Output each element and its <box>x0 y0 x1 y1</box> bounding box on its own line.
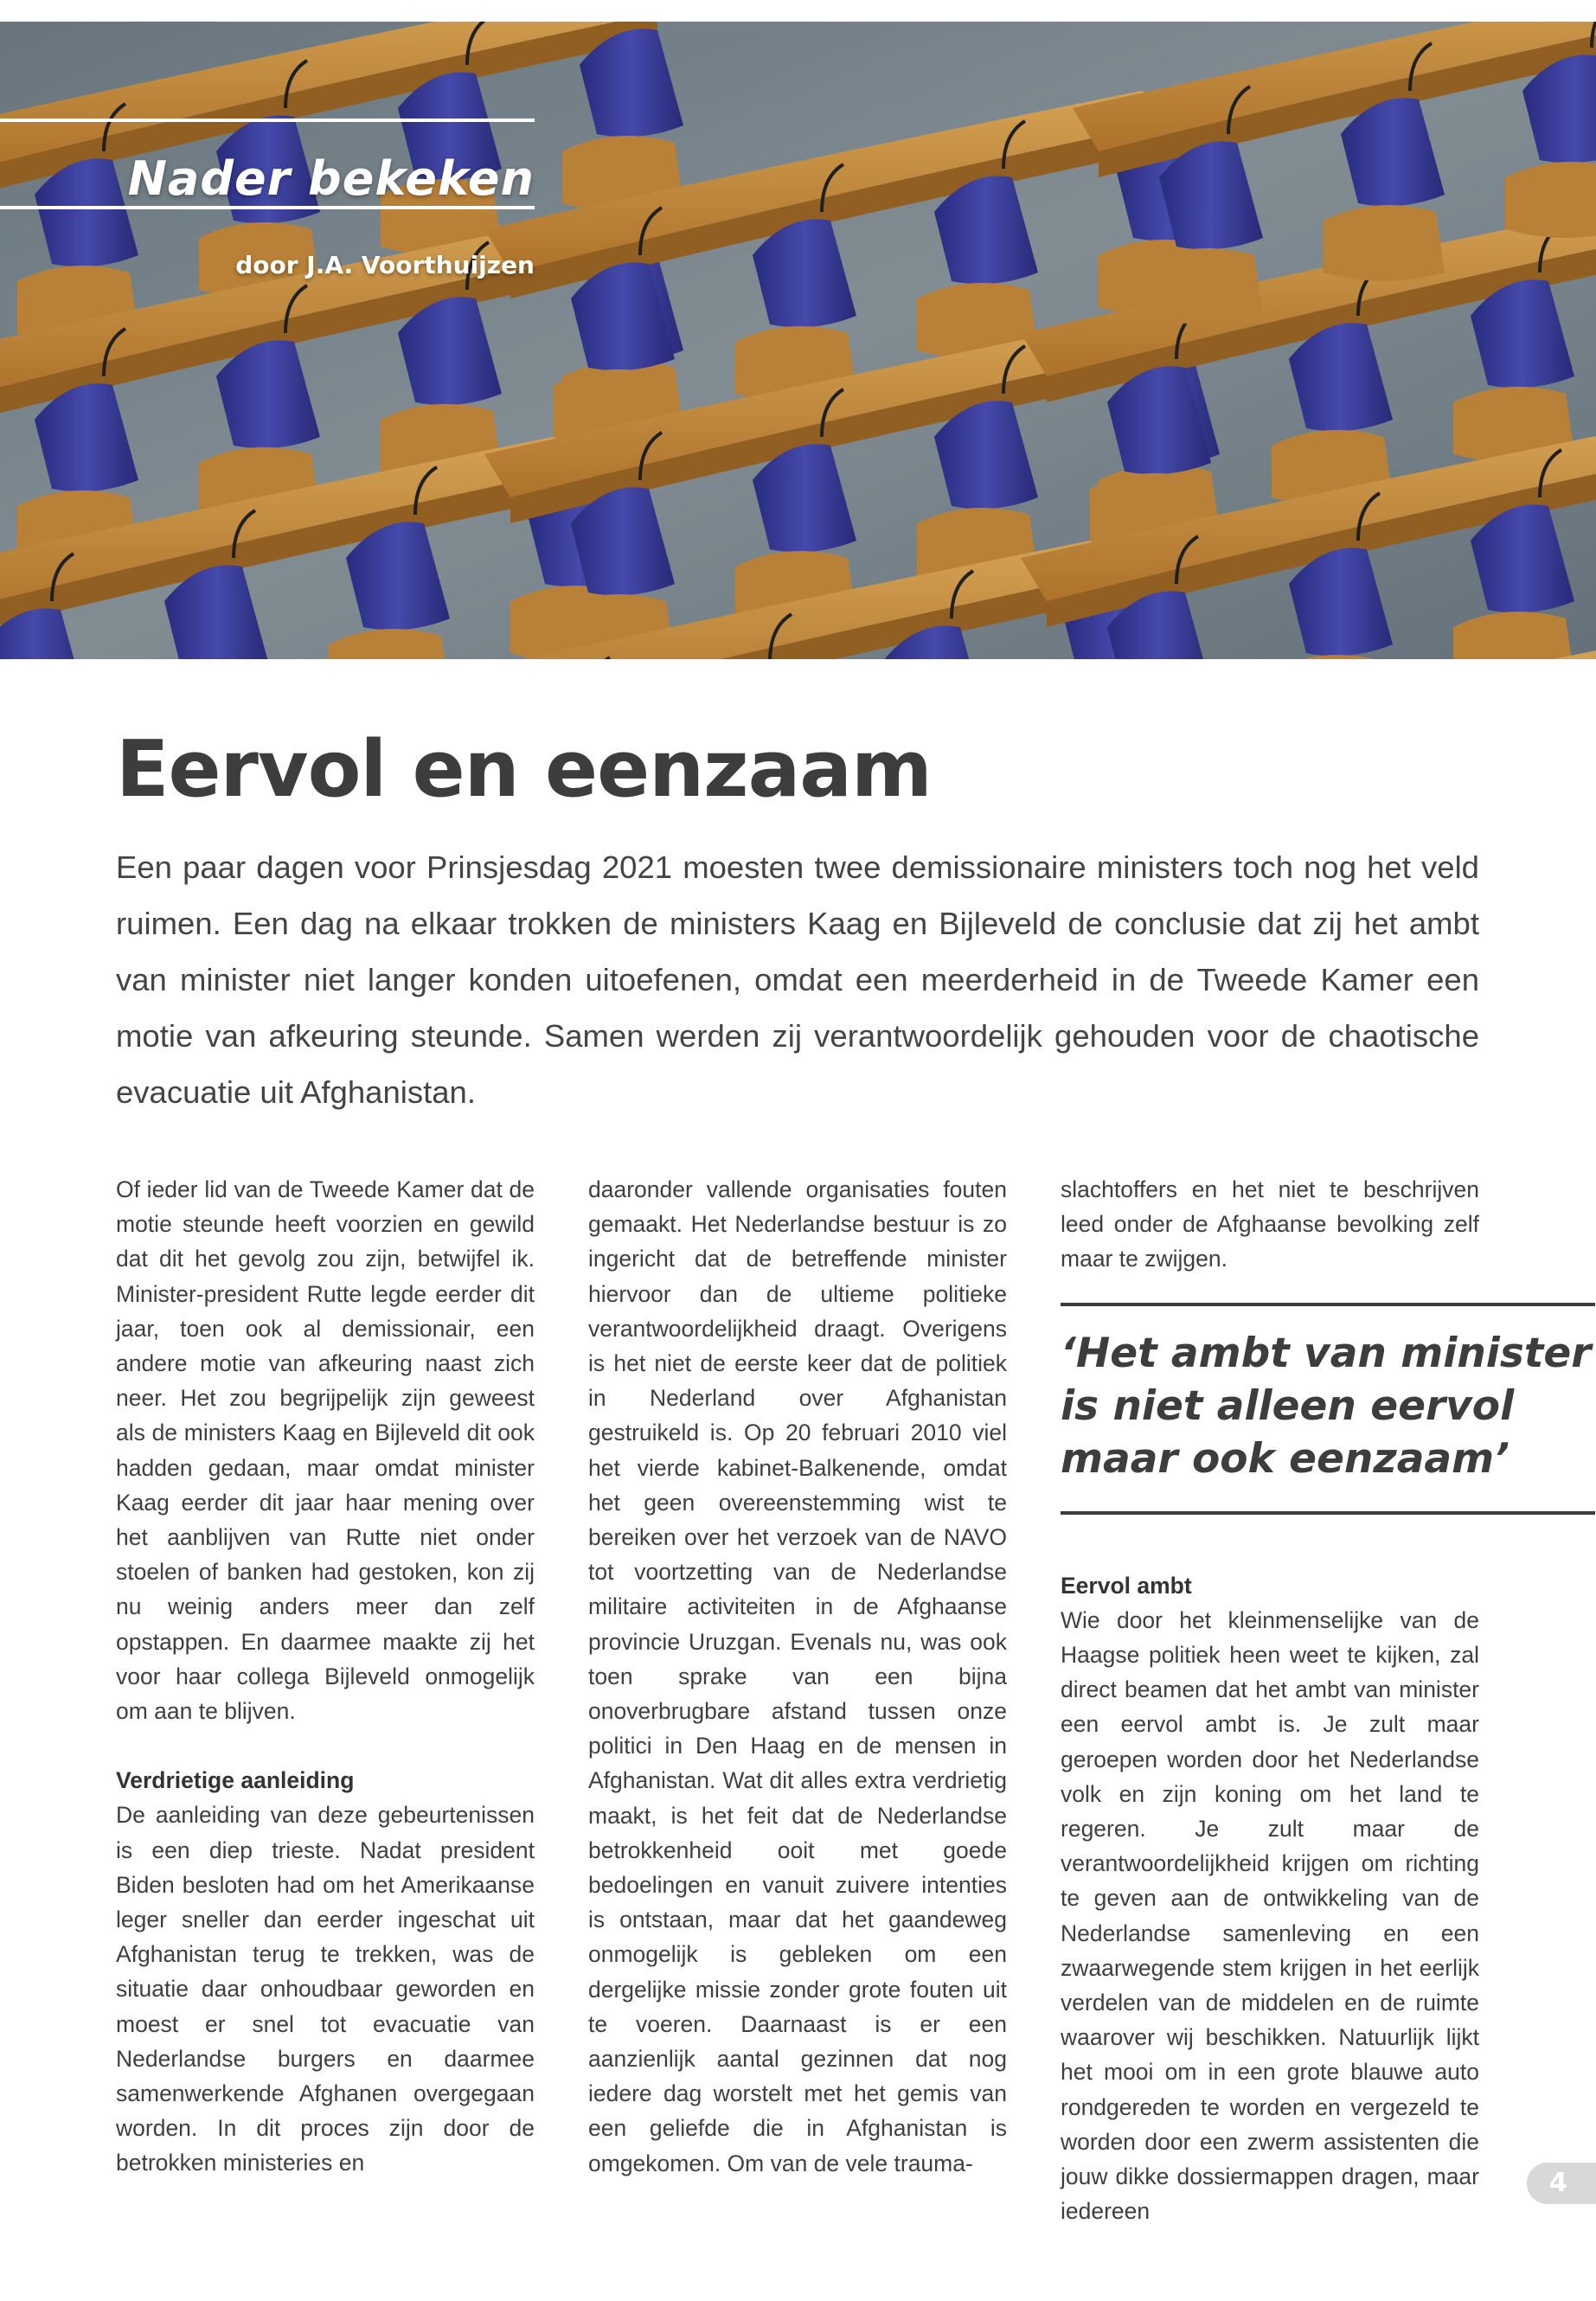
rubric-author: door J.A. Voorthuijzen <box>235 251 535 279</box>
paragraph: De aanleiding van deze gebeurtenissen is een diep trieste. Nadat president Biden besloten had om het Amerikaanse leger sneller dan eerder ingeschat uit Afghanistan terug te trekken, was de situatie daar onhoudbaar geworden en moest er snel tot evacuatie van Nederlandse burgers en daarmee samenwerkende Afghanen overgegaan worden. In dit proces zijn door de betrokken ministeries en <box>116 1802 535 2176</box>
section-heading: Eervol ambt <box>1061 1572 1192 1599</box>
rubric-bottom-rule <box>0 206 535 209</box>
pull-quote <box>1061 1303 1595 1515</box>
article-column-1 <box>116 1172 535 2181</box>
article-column-3 <box>1061 1172 1592 2228</box>
article-lead: Een paar dagen voor Prinsjesdag 2021 moesten twee demissionaire ministers toch nog het veld ruimen. Een dag na elkaar trokken de ministers Kaag en Bijleveld de conclusie dat zij het ambt van minister niet langer konden uitoefenen, omdat een meerderheid in de Tweede Kamer een motie van afkeuring steunde. Samen werden zij verantwoordelijk gehouden voor de chaotische evacuatie uit Afghanistan. <box>116 849 1479 1110</box>
pull-quote-top-rule <box>1061 1303 1595 1306</box>
rubric-top-rule <box>0 119 535 122</box>
article-headline: Eervol en eenzaam <box>116 724 932 815</box>
page-number: 4 <box>1549 2168 1567 2198</box>
rubric-title: Nader bekeken <box>127 151 535 206</box>
article-column-2 <box>588 1172 1007 2181</box>
pull-quote-text: ‘Het ambt van minister is niet alleen eervol maar ook eenzaam’ <box>1061 1329 1592 1483</box>
page-number-badge <box>1527 2163 1596 2204</box>
header-photo <box>0 22 1596 659</box>
pull-quote-bottom-rule <box>1061 1511 1595 1515</box>
parliament-seats-photo <box>0 22 1596 659</box>
paragraph: daaronder vallende organisaties fouten gemaakt. Het Nederlandse bestuur is zo ingericht dat de betreffende minister hiervoor dan de ultieme politieke verantwoordelijkheid draagt. Overigens is het niet de eerste keer dat de politiek in Nederland over Afghanistan gestruikeld is. Op 20 februari 2010 viel het vierde kabinet-Balkenende, omdat het geen overeenstemming wist te bereiken over het verzoek van de NAVO tot voortzetting van de Nederlandse militaire activiteiten in de Afghaanse provincie Uruzgan. Evenals nu, was ook toen sprake van een bijna onoverbrugbare afstand tussen onze politici in Den Haag en de mensen in Afghanistan. Wat dit alles extra verdrietig maakt, is het feit dat de Nederlandse betrokkenheid ooit met goede bedoelingen en vanuit zuivere intenties is ontstaan, maar dat het gaandeweg onmogelijk is gebleken om een dergelijke missie zonder grote fouten uit te voeren. Daarnaast is er een aanzienlijk aantal gezinnen dat nog iedere dag worstelt met het gemis van een geliefde die in Afghanistan is omgekomen. Om van de vele trauma- <box>588 1176 1007 2176</box>
paragraph: Of ieder lid van de Tweede Kamer dat de motie steunde heeft voorzien en gewild dat dit het gevolg zou zijn, betwijfel ik. Minister-president Rutte legde eerder dit jaar, toen ook al demissionair, een andere motie van afkeuring naast zich neer. Het zou begrijpelijk zijn geweest als de ministers Kaag en Bijleveld dit ook hadden gedaan, maar omdat minister Kaag eerder dit jaar haar mening over het aanblijven van Rutte niet onder stoelen of banken had gestoken, kon zij nu weinig anders meer dan zelf opstappen. En daarmee maakte zij het voor haar collega Bijleveld onmogelijk om aan te blijven. <box>116 1176 535 1725</box>
section-heading: Verdrietige aanleiding <box>116 1767 355 1794</box>
paragraph: Wie door het kleinmenselijke van de Haagse politiek heen weet te kijken, zal direct beamen dat het ambt van minister een eervol ambt is. Je zult maar geroepen worden door het Nederlandse volk en zijn koning om het land te regeren. Je zult maar de verantwoordelijkheid krijgen om richting te geven aan de ontwikkeling van de Nederlandse samenleving en een zwaarwegende stem krijgen in het eerlijk verdelen van de middelen en de ruimte waarover wij beschikken. Natuurlijk lijkt het mooi om in een grote blauwe auto rondgereden te worden en vergezeld te worden door een zwerm assistenten die jouw dikke dossiermappen dragen, maar iedereen <box>1061 1606 1479 2225</box>
paragraph: slachtoffers en het niet te beschrijven leed onder de Afghaanse bevolking zelf maar te zwijgen. <box>1061 1176 1479 1272</box>
